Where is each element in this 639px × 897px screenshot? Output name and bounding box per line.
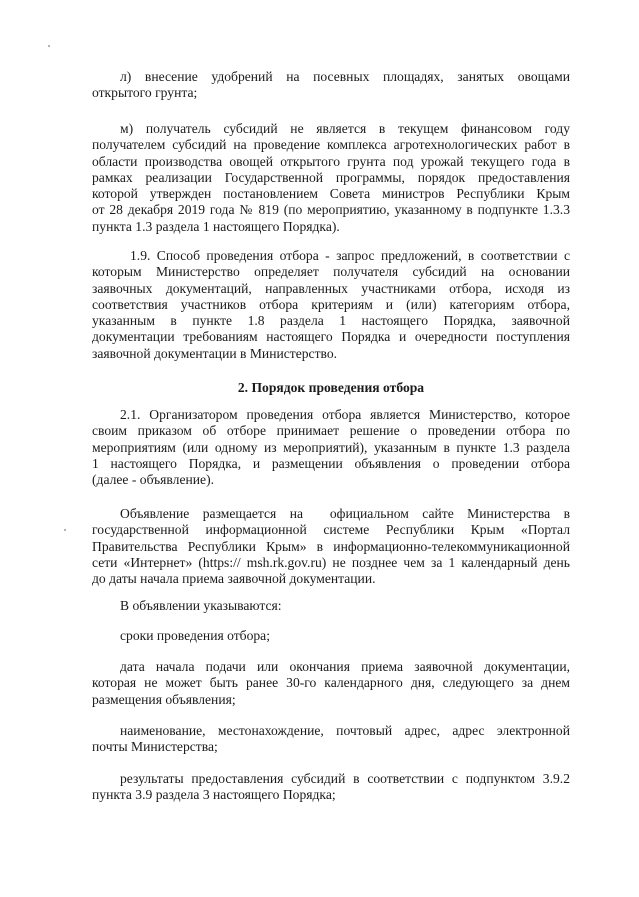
text-line: открытого грунта; bbox=[92, 85, 198, 101]
text-line: Правительства Республики Крым» в информационно-телекоммуникационной bbox=[92, 538, 570, 554]
paragraph-1-9 bbox=[92, 248, 570, 362]
text-line: (далее - объявление). bbox=[92, 472, 214, 488]
text-line: дата начала подачи или окончания приема заявочной документации, bbox=[120, 659, 570, 674]
text-line: л) внесение удобрений на посевных площадях, занятых овощами bbox=[120, 69, 570, 84]
paragraph-announcement bbox=[92, 506, 570, 587]
scan-mark bbox=[64, 529, 66, 531]
text-line: государственной информационной системе Республики Крым «Портал bbox=[92, 522, 570, 538]
text-line: указанным в пункте 1.8 раздела 1 настоящего Порядка, заявочной bbox=[92, 313, 570, 329]
text-line: почты Министерства; bbox=[92, 739, 218, 755]
text-line: документации требованиям настоящего Порядка и очередности поступления bbox=[92, 329, 570, 345]
text-line: мероприятиям (или одному из мероприятий), указанным в пункте 1.3 раздела bbox=[92, 439, 570, 455]
text-line: которая не может быть ранее 30-го календарного дня, следующего за днем bbox=[92, 675, 570, 691]
scan-mark bbox=[48, 45, 50, 47]
paragraph-item-l bbox=[92, 69, 570, 102]
text-line: своим приказом об отборе принимает решение о проведении отбора по bbox=[92, 423, 570, 439]
paragraph-announcement-contents bbox=[92, 598, 570, 614]
text-line: области производства овощей открытого грунта под урожай текущего года в bbox=[92, 153, 570, 169]
text-line: от 28 декабря 2019 года № 819 (по мероприятию, указанному в подпункте 1.3.3 bbox=[92, 202, 570, 218]
text-line: до даты начала приема заявочной документации. bbox=[92, 571, 376, 587]
text-line: 1.9. Способ проведения отбора - запрос предложений, в соответствии с bbox=[130, 248, 570, 263]
section-heading: 2. Порядок проведения отбора bbox=[237, 380, 425, 395]
text-line: В объявлении указываются: bbox=[120, 598, 282, 613]
text-line: результаты предоставления субсидий в соответствии с подпунктом 3.9.2 bbox=[120, 771, 570, 786]
list-item-submission-date bbox=[92, 659, 570, 708]
text-line: пункта 3.9 раздела 3 настоящего Порядка; bbox=[92, 787, 336, 803]
text-line: которой утвержден постановлением Совета министров Республики Крым bbox=[92, 186, 570, 202]
text-line: получателем субсидий на проведение комплекса агротехнологических работ в bbox=[92, 137, 570, 153]
text-line: Объявление размещается на официальном сайте Министерства в bbox=[120, 506, 570, 521]
text-line: наименование, местонахождение, почтовый адрес, адрес электронной bbox=[120, 723, 570, 738]
text-line: соответствия участников отбора критериям и (или) категориям отбора, bbox=[92, 296, 570, 312]
text-line: сроки проведения отбора; bbox=[120, 628, 270, 643]
text-line: пункта 1.3 раздела 1 настоящего Порядка). bbox=[92, 218, 340, 234]
text-line: заявочной документации в Министерство. bbox=[92, 345, 338, 361]
text-line: м) получатель субсидий не является в текущем финансовом году bbox=[120, 121, 570, 136]
text-line: 2.1. Организатором проведения отбора является Министерство, которое bbox=[120, 407, 570, 422]
paragraph-item-m bbox=[92, 121, 570, 235]
list-item-ministry-contacts bbox=[92, 723, 570, 756]
text-line: заявочных документаций, направленных участниками отбора, исходя из bbox=[92, 280, 570, 296]
text-line: размещения объявления; bbox=[92, 691, 236, 707]
text-line: 1 настоящего Порядка, и размещении объявления о проведении отбора bbox=[92, 455, 570, 471]
text-line: рамках реализации Государственной программы, порядок предоставления bbox=[92, 169, 570, 185]
list-item-selection-terms bbox=[92, 628, 570, 644]
paragraph-2-1 bbox=[92, 407, 570, 488]
list-item-subsidy-results bbox=[92, 771, 570, 804]
text-line: сети «Интернет» (https:// msh.rk.gov.ru) не позднее чем за 1 календарный день bbox=[92, 554, 570, 570]
text-line: которым Министерство определяет получателя субсидий на основании bbox=[92, 264, 570, 280]
